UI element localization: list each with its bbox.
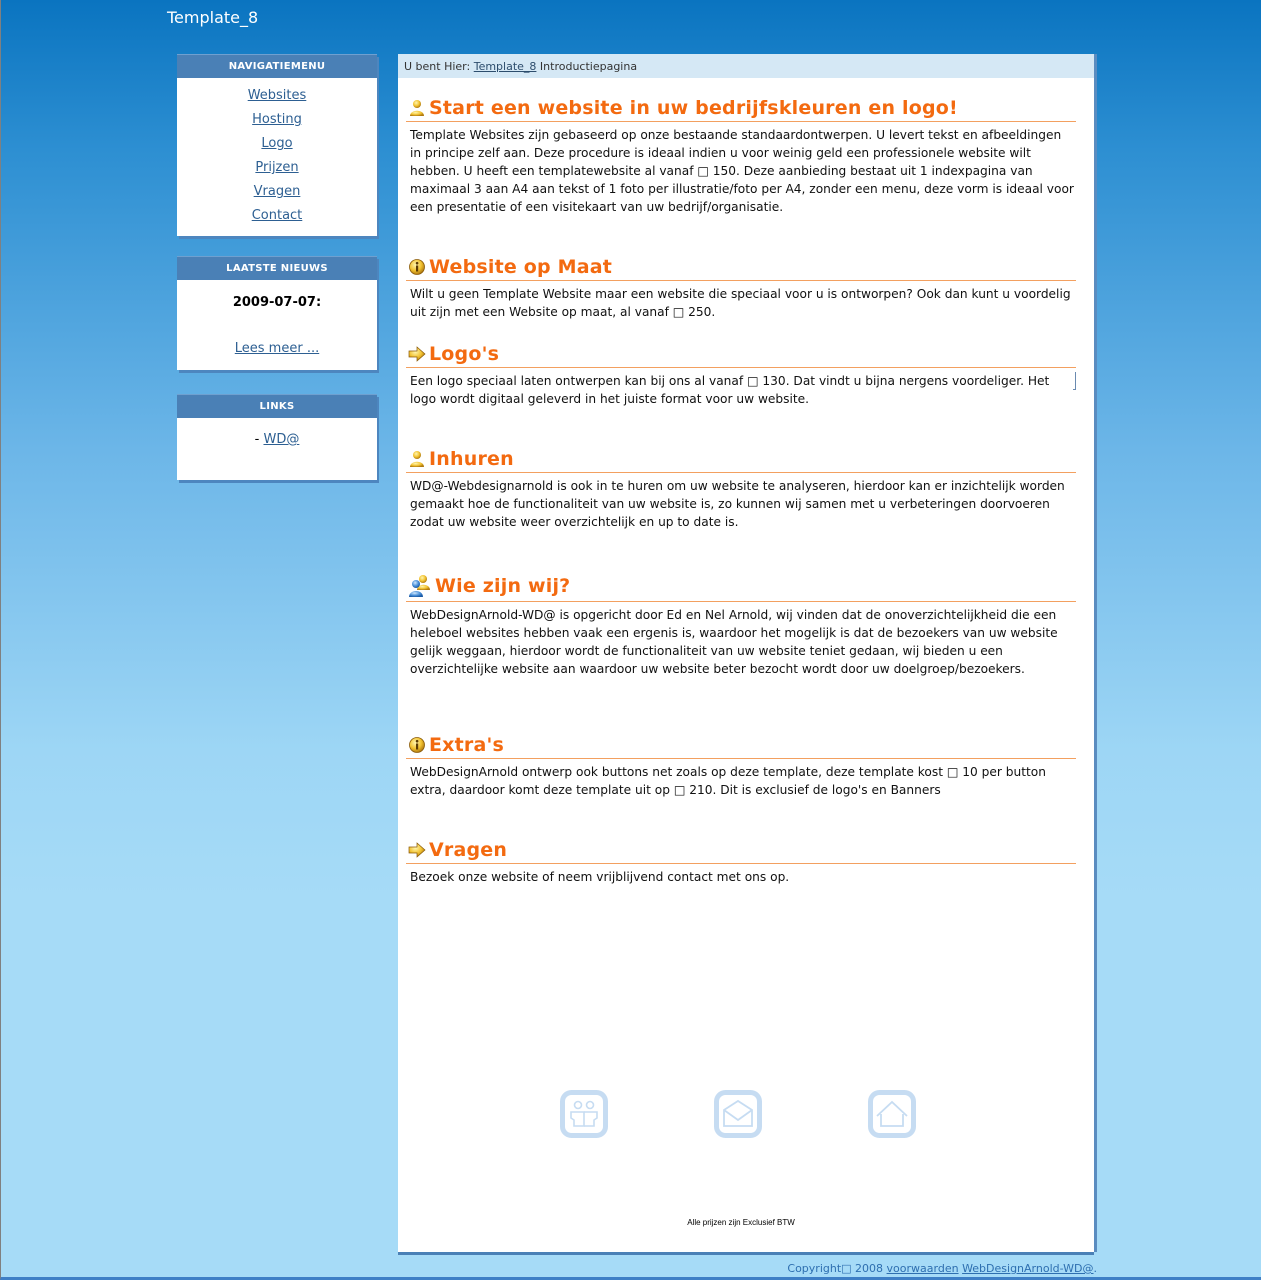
info-icon [408, 258, 426, 276]
about-us-icon[interactable] [560, 1090, 608, 1138]
breadcrumb-current: Introductiepagina [539, 60, 638, 73]
section-heading [406, 255, 1076, 281]
nav-link-contact[interactable]: Contact [251, 208, 303, 223]
section-text: WebDesignArnold ontwerp ook buttons net zoals op deze template, deze template kost □ 10 per button extra, daardoor komt deze template uit op □ 210. Dit is exclusief de logo's en Banners [410, 765, 1046, 797]
mail-icon[interactable] [714, 1090, 762, 1138]
link-wd[interactable]: WD@ [263, 432, 300, 447]
section-website-op-maat [406, 255, 1076, 321]
nav-link-prijzen[interactable]: Prijzen [255, 160, 299, 175]
news-date: 2009-07-07: [232, 295, 322, 310]
section-text: WebDesignArnold-WD@ is opgericht door Ed en Nel Arnold, wij vinden dat de onoverzichtelijkheid die een heleboel websites hebben vaak een ergenis is, waardoor het mogelijk is dat de bezoekers van uw website gelijk weggaan, hierdoor wordt de functionaliteit van uw website teniet gedaan, wij bieden u een overzichtelijke website aan waardoor uw website beter bezocht wordt door uw doelgroep/bezoekers. [410, 608, 1058, 676]
users-icon [408, 574, 432, 598]
links-box [177, 394, 377, 480]
read-more-link[interactable]: Lees meer ... [234, 341, 320, 356]
section-text: WD@-Webdesignarnold is ook in te huren om uw website te analyseren, hierdoor kan er inzichtelijk worden gemaakt hoe de functionaliteit van uw website is, zo kunnen wij samen met u verbeteringen doorvoeren zodat uw website weer overzichtelijk en up to date is. [410, 479, 1065, 529]
section-title: Extra's [429, 734, 505, 756]
section-title: Wie zijn wij? [435, 575, 571, 597]
section-wie-zijn-wij [406, 572, 1076, 678]
copyright-text: Copyright□ 2008 [787, 1262, 884, 1275]
copyright-footer [787, 1262, 1097, 1275]
section-text: Template Websites zijn gebaseerd op onze bestaande standaardontwerpen. U levert tekst en afbeeldingen in principe zelf aan. Deze procedure is ideaal indien u voor weinig geld een professionele website wilt hebben. U heeft een templatewebsite al vanaf □ 150. Deze aanbieding bestaat uit 1 indexpagina van maximaal 3 aan A4 aan tekst of 1 foto per illustratie/foto per A4, zonder een menu, deze vorm is ideaal voor een presentatie of een visitekaart van uw bedrijf/organisatie. [410, 128, 1074, 214]
section-vragen [406, 838, 1076, 886]
brand-link[interactable]: WebDesignArnold-WD@ [962, 1262, 1094, 1275]
section-heading [406, 96, 1076, 122]
terms-link[interactable]: voorwaarden [886, 1262, 959, 1275]
section-logos [406, 342, 1076, 408]
section-start-website [406, 96, 1076, 216]
info-icon [408, 736, 426, 754]
section-inhuren [406, 447, 1076, 531]
breadcrumb [398, 54, 1094, 78]
latest-news-box [177, 256, 377, 370]
breadcrumb-link-home[interactable]: Template_8 [473, 60, 537, 73]
latest-news-header: LAATSTE NIEUWS [177, 256, 377, 280]
navigation-menu-header: NAVIGATIEMENU [177, 54, 377, 78]
user-icon [408, 99, 426, 117]
navigation-menu [177, 54, 377, 236]
section-title: Start een website in uw bedrijfskleuren en logo! [429, 97, 958, 119]
nav-link-websites[interactable]: Websites [247, 88, 307, 103]
copyright-suffix: . [1093, 1262, 1097, 1275]
breadcrumb-prefix: U bent Hier: [404, 60, 471, 73]
nav-link-logo[interactable]: Logo [261, 136, 293, 151]
main-content [398, 54, 1094, 1252]
section-heading [406, 572, 1076, 602]
section-text: Wilt u geen Template Website maar een website die speciaal voor u is ontworpen? Ook dan kunt u voordelig uit zijn met een Website op maat, al vanaf □ 250. [410, 287, 1071, 319]
home-icon[interactable] [868, 1090, 916, 1138]
section-title: Vragen [429, 839, 508, 861]
site-title: Template_8 [167, 8, 259, 27]
section-heading [406, 838, 1076, 864]
arrow-right-icon [408, 841, 426, 859]
section-title: Logo's [429, 343, 500, 365]
section-text: Bezoek onze website of neem vrijblijvend contact met ons op. [410, 870, 790, 884]
links-header: LINKS [177, 394, 377, 418]
section-title: Website op Maat [429, 256, 613, 278]
nav-link-hosting[interactable]: Hosting [252, 112, 302, 127]
section-text: Een logo speciaal laten ontwerpen kan bij ons al vanaf □ 130. Dat vindt u bijna nergens voordeliger. Het logo wordt digitaal geleverd in het juiste format voor uw website. [410, 374, 1050, 406]
section-heading [406, 447, 1076, 473]
section-heading [406, 733, 1076, 759]
nav-link-vragen[interactable]: Vragen [253, 184, 301, 199]
arrow-right-icon [408, 345, 426, 363]
links-bullet: - [254, 432, 260, 447]
user-icon [408, 450, 426, 468]
vat-note: Alle prijzen zijn Exclusief BTW [687, 1218, 795, 1227]
section-heading [406, 342, 1076, 368]
section-title: Inhuren [429, 448, 514, 470]
section-extras [406, 733, 1076, 799]
footer-icon-bar [560, 1090, 920, 1142]
text-cursor-marker [1073, 372, 1076, 390]
